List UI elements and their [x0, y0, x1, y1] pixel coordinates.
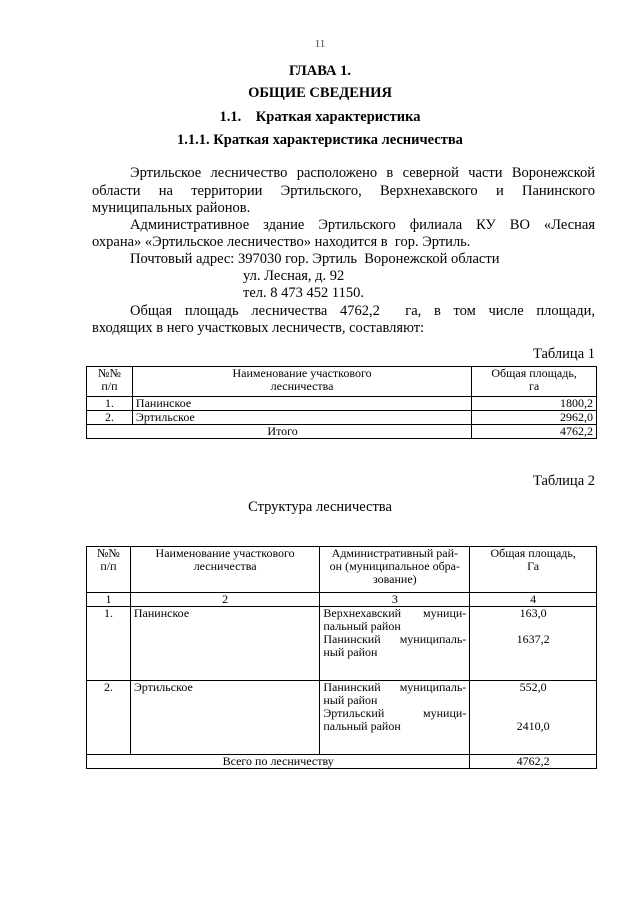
paragraph-location-line3: муниципальных районов. — [92, 200, 251, 216]
table1-cell-area: 2962,0 — [472, 411, 597, 425]
district-line: ный район — [323, 693, 378, 707]
table2-header-district: Административный рай- он (муниципальное обра- зование) — [320, 547, 470, 593]
table2-cell-num: 1. — [87, 607, 131, 681]
subsection-heading: 1.1.1. Краткая характеристика лесничества — [177, 132, 463, 148]
table2-cell-name: Панинское — [130, 607, 319, 681]
district-line: пальный район — [323, 719, 401, 733]
table-row — [87, 681, 597, 755]
table1-cell-num: 2. — [87, 411, 133, 425]
table1-header-area: Общая площадь, га — [472, 367, 597, 397]
paragraph-location-line1: Эртильское лесничество расположено в северной части Воронежской — [130, 165, 595, 181]
table2-colnum: 1 — [87, 593, 131, 607]
table2-total-label: Всего по лесничеству — [87, 755, 470, 769]
table2-colnum: 3 — [320, 593, 470, 607]
table2-header-area: Общая площадь, Га — [470, 547, 597, 593]
table1 — [86, 366, 597, 439]
table2-cell-district — [320, 681, 470, 755]
district-line: Панинский муниципаль- — [323, 680, 467, 694]
street-address: ул. Лесная, д. 92 — [243, 268, 345, 284]
table-row — [87, 607, 597, 681]
table1-cell-area: 1800,2 — [472, 397, 597, 411]
paragraph-location-line2: области на территории Эртильского, Верхнехавского и Панинского — [92, 183, 595, 199]
area-value: 552,0 — [519, 680, 547, 694]
table2-cell-name: Эртильское — [130, 681, 319, 755]
district-line: ный район — [323, 645, 378, 659]
table1-total-area: 4762,2 — [472, 425, 597, 439]
table2-caption: Таблица 2 — [532, 473, 595, 489]
table2-header-num: №№ п/п — [87, 547, 131, 593]
area-value: 1637,2 — [516, 632, 550, 646]
district-line: Панинский муниципаль- — [323, 632, 467, 646]
paragraph-area-line1: Общая площадь лесничества 4762,2 га, в том числе площади, — [130, 303, 595, 319]
table1-cell-name: Эртильское — [132, 411, 471, 425]
table2-cell-area — [470, 607, 597, 681]
table2-column-numbers — [87, 593, 597, 607]
table-row — [87, 411, 597, 425]
phone-number: тел. 8 473 452 1150. — [243, 285, 364, 301]
paragraph-office-line2: охрана» «Эртильское лесничество» находится в гор. Эртиль. — [92, 234, 471, 250]
table2-total-row — [87, 755, 597, 769]
table2-header-name: Наименование участкового лесничества — [130, 547, 319, 593]
table2-colnum: 4 — [470, 593, 597, 607]
paragraph-area-line2: входящих в него участковых лесничеств, составляют: — [92, 320, 425, 336]
table2-title: Структура лесничества — [248, 499, 392, 515]
area-value: 163,0 — [519, 606, 547, 620]
district-line: Эртильский муници- — [323, 706, 467, 720]
table2-colnum: 2 — [130, 593, 319, 607]
table2-cell-num: 2. — [87, 681, 131, 755]
page-number: 11 — [314, 38, 326, 50]
district-line: пальный район — [323, 619, 401, 633]
table1-cell-num: 1. — [87, 397, 133, 411]
table1-header-name: Наименование участкового лесничества — [132, 367, 471, 397]
table2-cell-district — [320, 607, 470, 681]
table2-cell-area — [470, 681, 597, 755]
table2-total-area: 4762,2 — [470, 755, 597, 769]
paragraph-office-line1: Административное здание Эртильского филиала КУ ВО «Лесная — [130, 217, 595, 233]
table1-cell-name: Панинское — [132, 397, 471, 411]
table1-caption: Таблица 1 — [532, 346, 595, 362]
area-value: 2410,0 — [516, 719, 550, 733]
table-row — [87, 397, 597, 411]
table1-header-num: №№ п/п — [87, 367, 133, 397]
section-heading: 1.1. Краткая характеристика — [219, 109, 421, 125]
chapter-heading: ГЛАВА 1. — [288, 63, 352, 79]
postal-address: Почтовый адрес: 397030 гор. Эртиль Воронежской области — [130, 251, 500, 267]
district-line: Верхнехавский муници- — [323, 606, 467, 620]
table2 — [86, 546, 597, 769]
table1-total-label: Итого — [87, 425, 472, 439]
chapter-title: ОБЩИЕ СВЕДЕНИЯ — [248, 85, 392, 101]
table1-total-row — [87, 425, 597, 439]
